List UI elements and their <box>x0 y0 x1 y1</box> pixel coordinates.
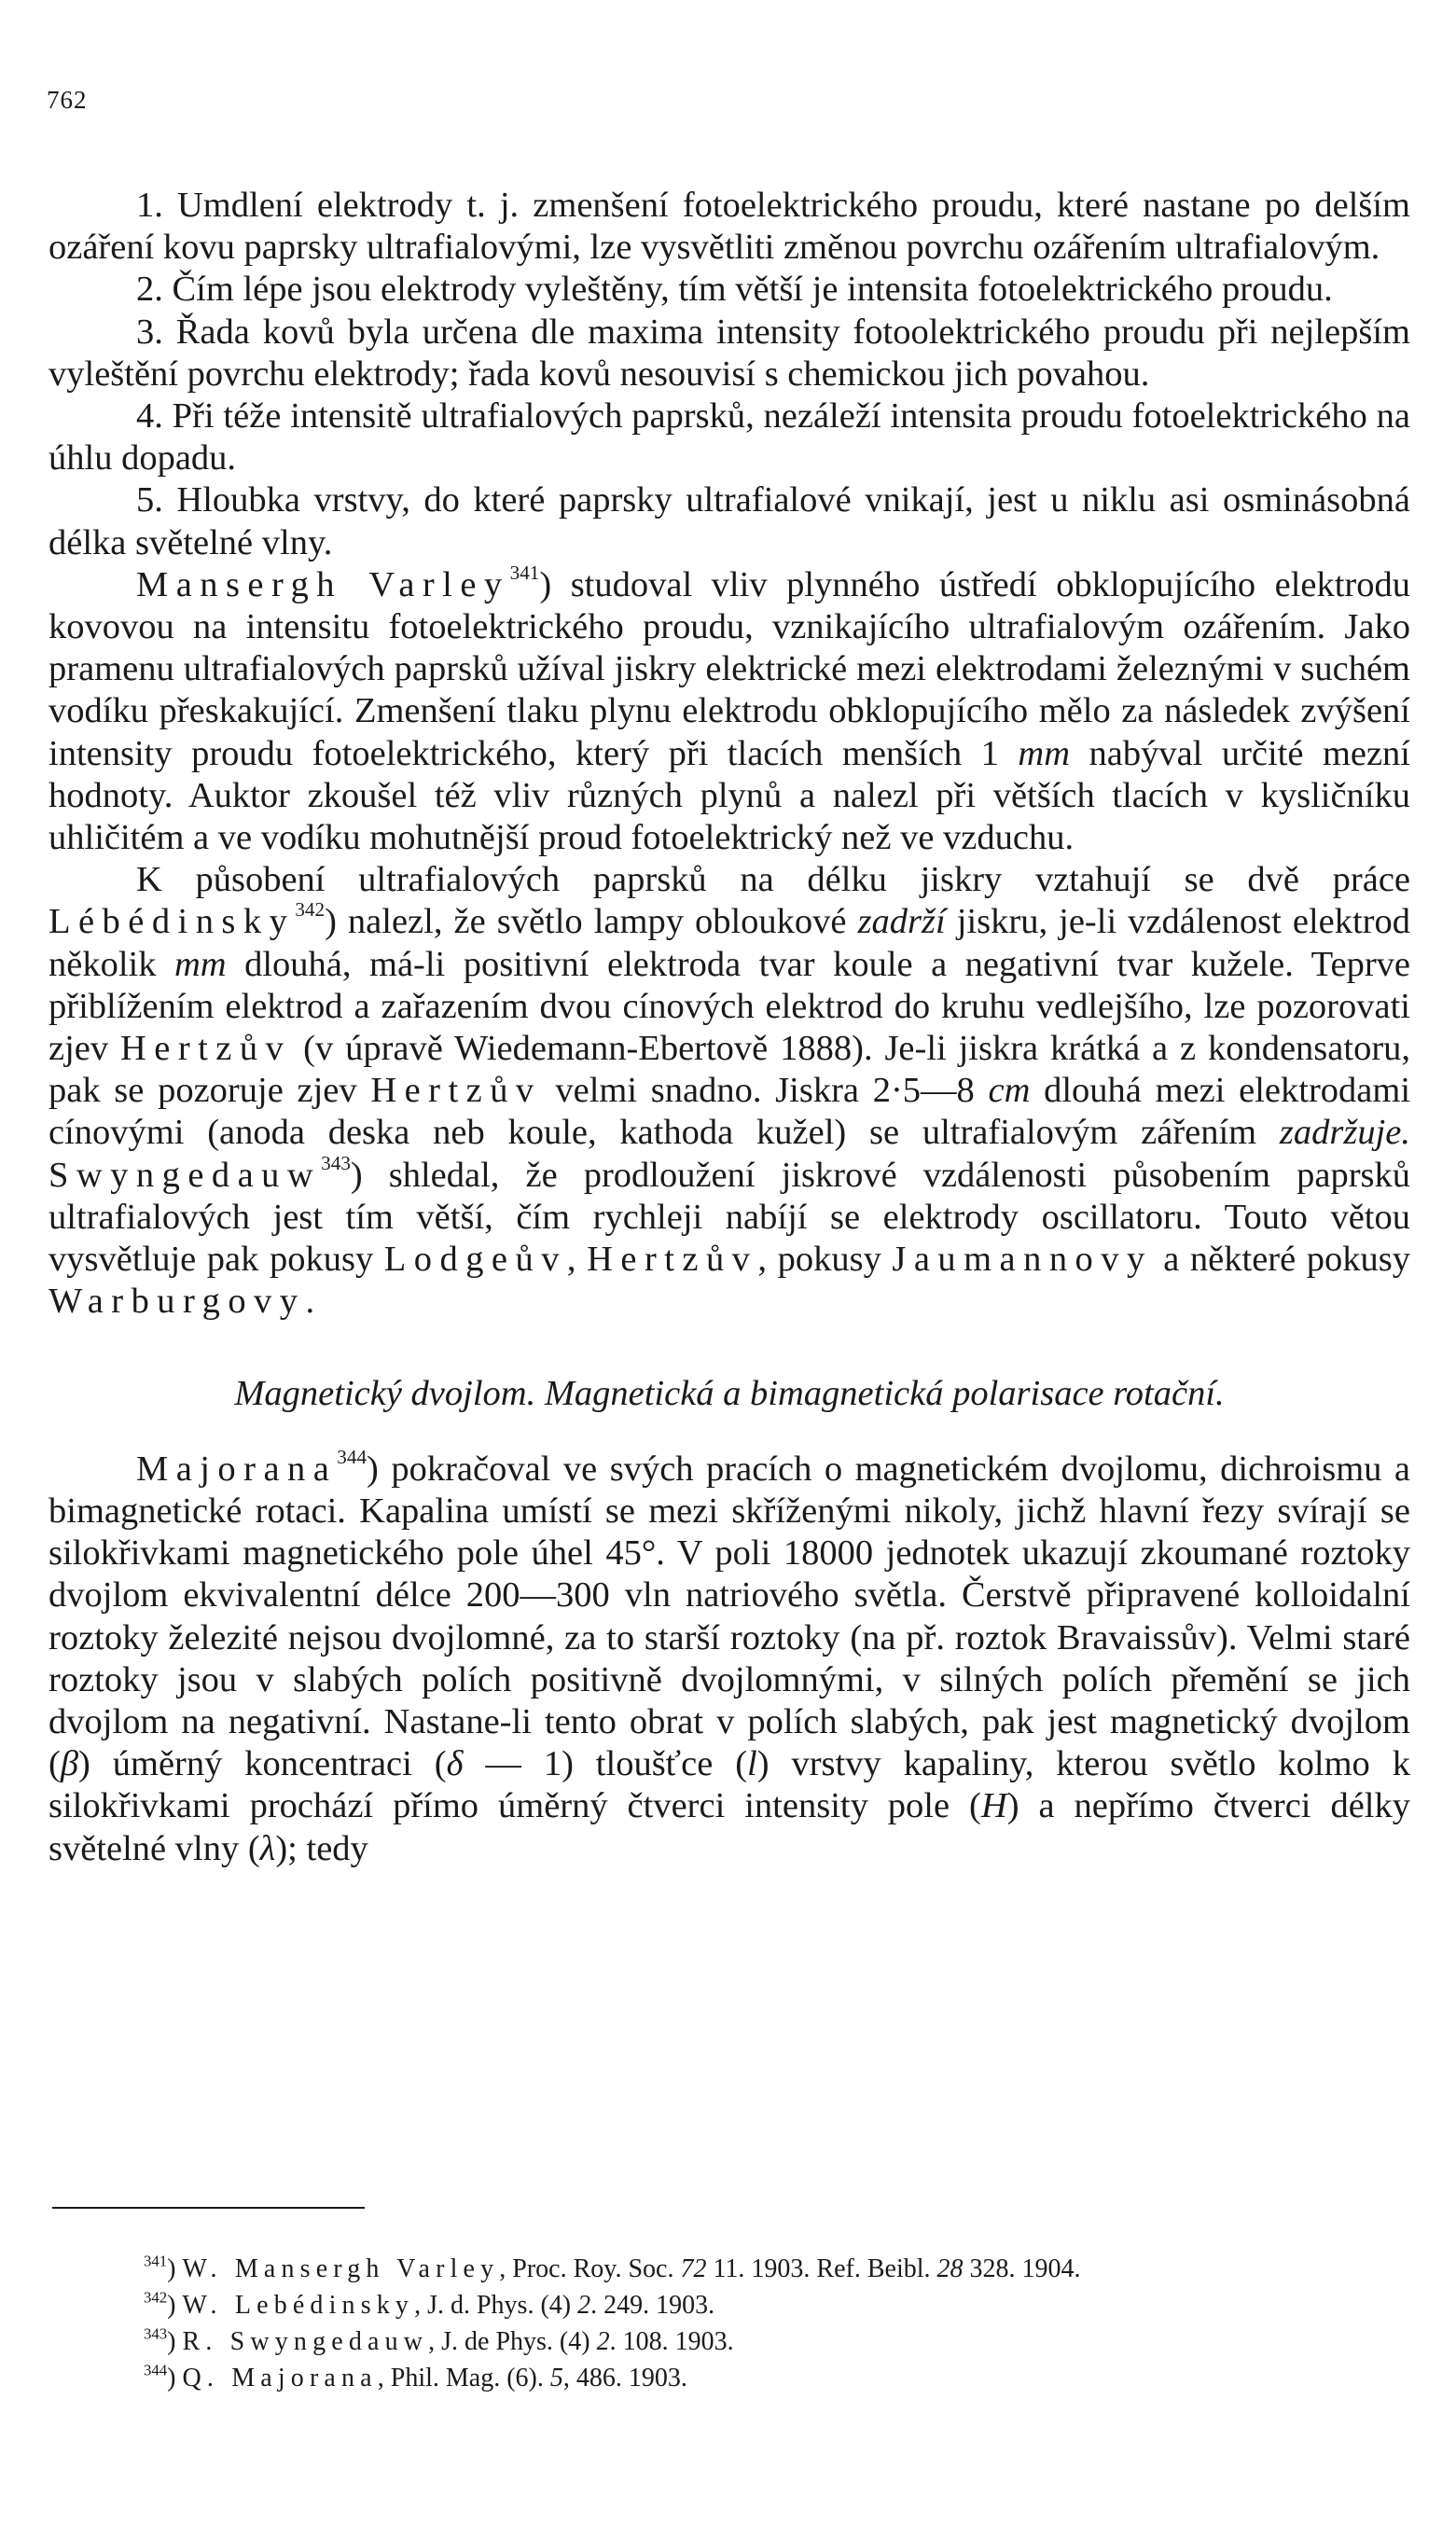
main-text <box>49 185 1410 1870</box>
author-varley: Mansergh Varley <box>136 564 510 604</box>
author-lebedinsky: Lébédinsky <box>49 902 296 942</box>
paragraph-3: 3. Řada kovů byla určena dle maxima intensity fotoolektrického proudu při nejlepším vyleštění povrchu elektrody; řada kovů nesouvisí s chemickou jich povahou. <box>49 312 1410 394</box>
ref-341: 341 <box>509 561 540 584</box>
footnotes <box>144 2251 1421 2396</box>
unit-mm: mm <box>1018 733 1070 773</box>
ref-344: 344 <box>337 1445 367 1468</box>
paragraph-1: 1. Umdlení elektrody t. j. zmenšení fotoelektrického proudu, které nastane po delším ozáření kovu paprsky ultrafialovými, lze vysvětliti změnou povrchu ozářením ultrafialovým. <box>49 186 1410 268</box>
footnote-rule <box>52 2207 365 2209</box>
paragraph-majorana: Majorana$^{344}$) pokračoval ve svých pracích o magnetickém dvojlomu, dichroismu a bimagnetické rotaci. Kapalina umístí se mezi skříženými nikoly, jichž hlavní řezy svírají se silokřivkami magnetického pole úhel 45°. V poli 18000 jednotek ukazují zkoumané roztoky dvojlom ekvivalentní délce 200—300 vln natriového světla. Čerstvě připravené kolloidalní roztoky železité nejsou dvojlomné, za to starší roztoky (na př. roztok Bravaissův). Velmi staré roztoky jsou v slabých polích positivně dvojlomnými, v silných polích přemění se jich dvojlom na negativní. Nastane-li tento obrat v polích slabých, pak jest magnetický dvojlom (β) úměrný koncentraci (δ — 1) tloušťce (l) vrstvy kapaliny, kterou světlo kolmo k silokřivkami prochází přímo úměrný čtverci intensity pole (H) a nepřímo čtverci délky světelné vlny (λ); tedy <box>49 1445 1410 1868</box>
author-swyngedauw: Swyngedauw <box>49 1155 322 1195</box>
paragraph-varley: Mansergh Varley$^{341}$) studoval vliv plynného ústředí obklopujícího elektrodu kovovou na intensitu fotoelektrického proudu, vznikajícího ultrafialovým ozářením. Jako pramenu ultrafialových paprsků užíval jiskry elektrické mezi elektrodami železnými v suchém vodíku přeskakující. Zmenšení tlaku plynu elektrodu obklopujícího mělo za následek zvýšení intensity proudu fotoelektrického, který při tlacích menších 1 mm nabýval určité mezní hodnoty. Auktor zkoušel též vliv různých plynů a nalezl při větších tlacích v kysličníku uhličitém a ve vodíku mohutnější proud fotoelektrický než ve vzduchu. <box>49 561 1411 858</box>
footnote-342: $^{342}$) W. Lebédinsky, J. d. Phys. (4) 2. 249. 1903. <box>144 2288 715 2320</box>
page-number: 762 <box>47 86 88 114</box>
footnote-344: $^{344}$) Q. Majorana, Phil. Mag. (6). 5, 486. 1903. <box>144 2361 687 2392</box>
paragraph-2: 2. Čím lépe jsou elektrody vyleštěny, tím větší je intensita fotoelektrického proudu. <box>136 270 1333 310</box>
paragraph-spark: K působení ultrafialových paprsků na délku jiskry vztahují se dvě práce Lébédinsky$^{342}$) nalezl, že světlo lampy obloukové zadrží jiskru, je-li vzdálenost elektrod několik mm dlouhá, má-li positivní elektroda tvar koule a negativní tvar kužele. Teprve přiblížením elektrod a zařazením dvou cínových elektrod do kruhu vedlejšího, lze pozorovati zjev Hertzův (v úpravě Wiedemann-Ebertově 1888). Je-li jiskra krátká a z kondensatoru, pak se pozoruje zjev Hertzův velmi snadno. Jiskra 2·5—8 cm dlouhá mezi elektrodami cínovými (anoda deska neb koule, kathoda kužel) se ultrafialovým zářením zadržuje. Swyngedauw$^{343}$) shledal, že prodloužení jiskrové vzdálenosti působením paprsků ultrafialových jest tím větší, čím rychleji nabíjí se elektrody oscillatoru. Touto větou vysvětluje pak pokusy Lodgeův, Hertzův, pokusy Jaumannovy a některé pokusy Warburgovy. <box>49 860 1411 1322</box>
paragraph-5: 5. Hloubka vrstvy, do které paprsky ultrafialové vnikají, jest u niklu asi osminásobná délka světelné vlny. <box>49 480 1410 562</box>
author-majorana: Majorana <box>136 1449 338 1489</box>
paragraph-4: 4. Při téže intensitě ultrafialových paprsků, nezáleží intensita proudu fotoelektrického na úhlu dopadu. <box>49 396 1410 478</box>
section-heading: Magnetický dvojlom. Magnetická a bimagnetická polarisace rotační. <box>234 1374 1225 1414</box>
footnote-343: $^{343}$) R. Swyngedauw, J. de Phys. (4) 2. 108. 1903. <box>144 2324 734 2356</box>
footnote-341: $^{341}$) W. Mansergh Varley, Proc. Roy. Soc. 72 11. 1903. Ref. Beibl. 28 328. 1904. <box>144 2252 1081 2283</box>
ref-342: 342 <box>295 898 326 922</box>
ref-343: 343 <box>321 1151 351 1174</box>
